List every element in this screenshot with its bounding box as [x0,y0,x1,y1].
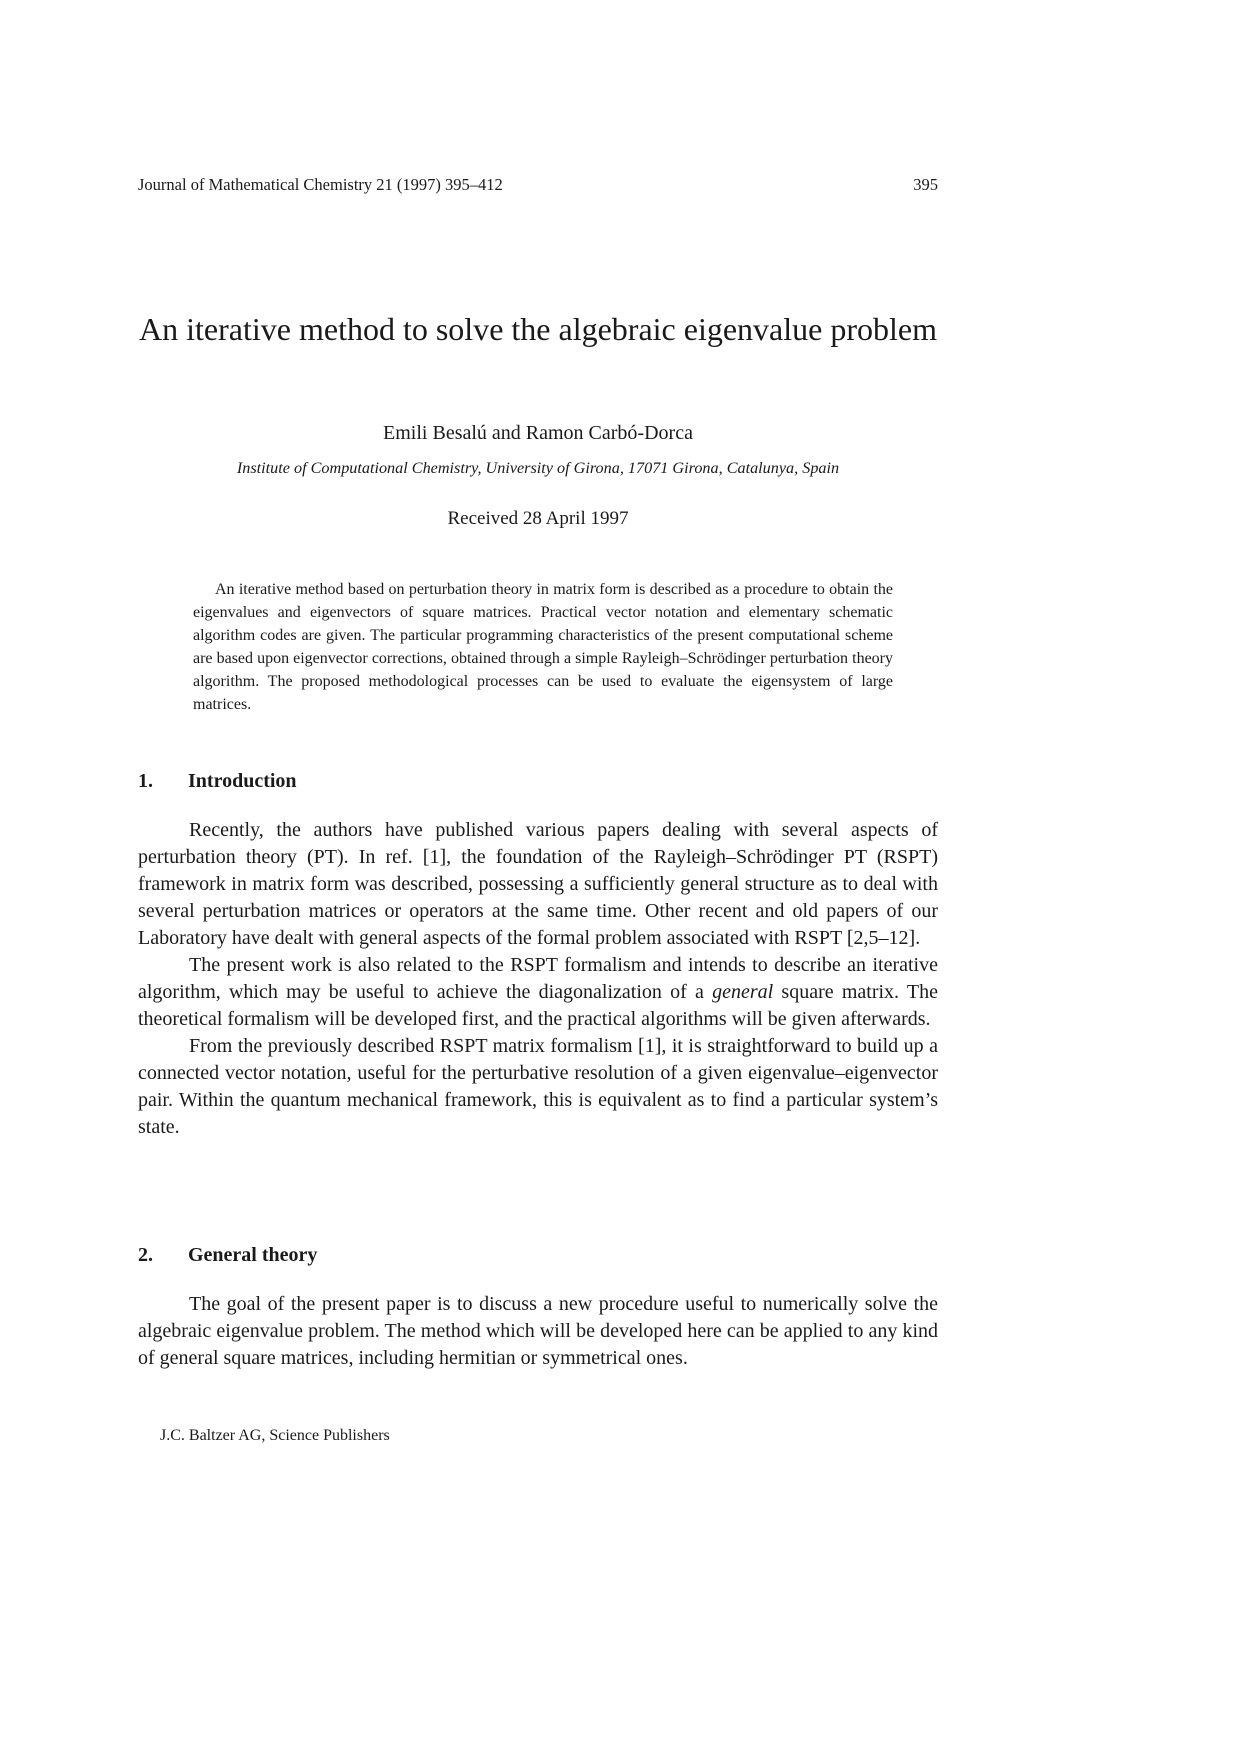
abstract: An iterative method based on perturbation theory in matrix form is described as a procedure to obtain the eigenvalues and eigenvectors of square matrices. Practical vector notation and elementary schematic algorithm codes are given. The particular programming characteristics of the present computational scheme are based upon eigenvector corrections, obtained through a simple Rayleigh–Schrödinger perturbation theory algorithm. The proposed methodological processes can be used to evaluate the eigensystem of large matrices. [193,581,893,713]
publisher-footer: J.C. Baltzer AG, Science Publishers [160,1427,390,1444]
paragraph: Recently, the authors have published various papers dealing with several aspects of perturbation theory (PT). In ref. [1], the foundation of the Rayleigh–Schrödinger PT (RSPT) framework in matrix form was described, possessing a sufficiently general structure as to deal with several perturbation matrices or operators at the same time. Other recent and old papers of our Laboratory have dealt with general aspects of the formal problem associated with RSPT [2,5–12]. [138,819,938,949]
received-date: Received 28 April 1997 [447,508,629,529]
section-heading-general-theory [138,1242,938,1268]
section-number: 2. [138,1244,153,1266]
section-number: 1. [138,770,153,792]
authors: Emili Besalú and Ramon Carbó-Dorca [383,422,693,444]
section-heading-introduction [138,768,938,794]
general-theory-body [138,1291,938,1372]
paragraph: The present work is also related to the RSPT formalism and intends to describe an iterative algorithm, which may be useful to achieve the diagonalization of a general square matrix. The theoretical formalism will be developed first, and the practical algorithms will be given afterwards. [138,954,938,1030]
section-title: Introduction [188,770,297,792]
introduction-body [138,817,938,1141]
paragraph: The goal of the present paper is to discuss a new procedure useful to numerically solve the algebraic eigenvalue problem. The method which will be developed here can be applied to any kind of general square matrices, including hermitian or symmetrical ones. [138,1293,938,1369]
affiliation: Institute of Computational Chemistry, University of Girona, 17071 Girona, Catalunya, Spain [236,459,840,477]
running-header [138,174,938,196]
section-title: General theory [188,1244,318,1266]
paper-title: An iterative method to solve the algebraic eigenvalue problem [139,311,937,347]
page-number: 395 [913,175,938,194]
paragraph: From the previously described RSPT matrix formalism [1], it is straightforward to build up a connected vector notation, useful for the perturbative resolution of a given eigenvalue–eigenvector pair. Within the quantum mechanical framework, this is equivalent as to find a particular system’s state. [138,1035,938,1138]
journal-citation: Journal of Mathematical Chemistry 21 (1997) 395–412 [138,175,503,194]
